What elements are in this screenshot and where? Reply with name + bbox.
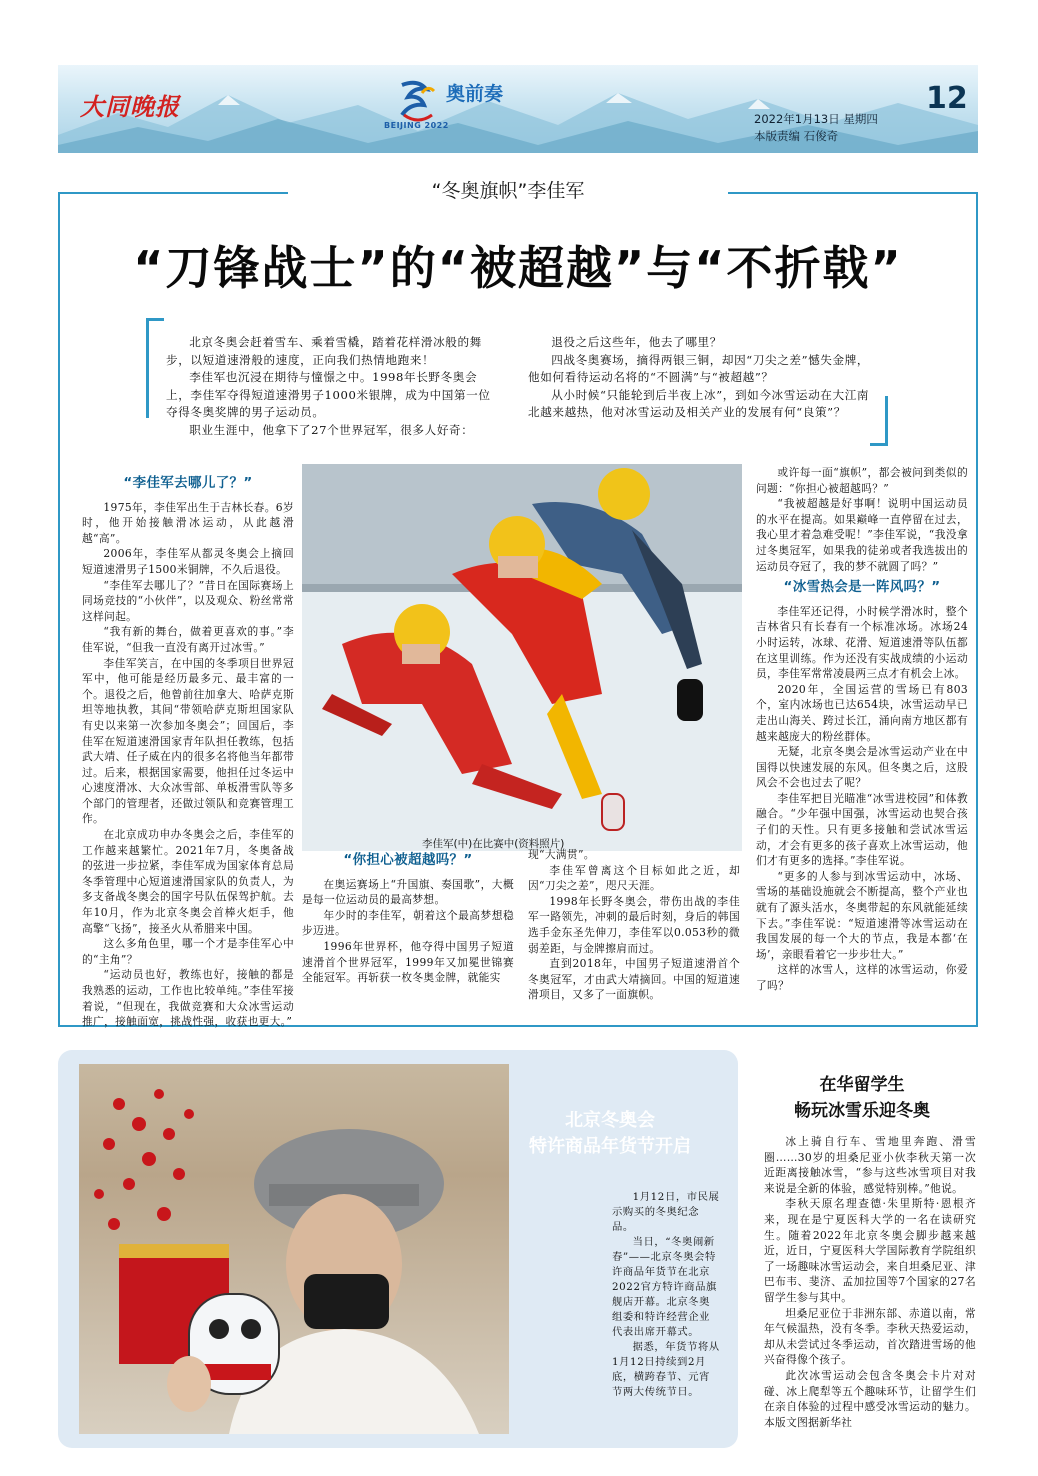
article-column-2 <box>302 847 514 986</box>
body-paragraph: 直到2018年，中国男子短道速滑首个冬奥冠军，才由武大靖摘回。中国的短道速滑项目，又多了一面旗帜。 <box>528 957 740 1002</box>
body-paragraph: 在北京成功申办冬奥会之后，李佳军的工作越来越繁忙。2021年7月，冬奥备战的弦进一步拉紧，李佳军成为国家体育总局冬季管理中心短道速滑国家队的负责人，为多支备战冬奥会的国字号队伍保驾护航。去年10月，作为北京冬奥会首棒火炬手，他高擎“飞扬”，接圣火从希腊来中国。 <box>82 828 294 935</box>
body-paragraph: 这么多角色里，哪一个才是李佳军心中的“主角”？ <box>82 937 294 966</box>
page-number: 12 <box>926 81 968 116</box>
body-paragraph: 年少时的李佳军，朝着这个最高梦想稳步迈进。 <box>302 908 514 938</box>
lead-bracket-left <box>146 318 164 418</box>
students-story-title <box>756 1072 968 1124</box>
body-paragraph: 现“大满贯”。 <box>528 848 595 861</box>
body-paragraph: 此次冰雪运动会包含冬奥会卡片对对碰、冰上爬犁等五个趣味环节，让留学生们在亲自体验的过程中感受冰雪运动的魅力。 本版文图据新华社 <box>764 1368 976 1429</box>
lead-paragraph: 四战冬奥赛场，摘得两银三铜，却因“刀尖之差”憾失金牌，他如何看待运动名将的“不圆满”与“被超越”？ <box>528 352 870 385</box>
body-paragraph: 无疑，北京冬奥会是冰雪运动产业在中国得以快速发展的东风。但冬奥之后，这股风会不会也过去了呢？ <box>756 745 968 790</box>
article-kicker: “冬奥旗帜”李佳军 <box>431 180 585 202</box>
article-column-4 <box>756 465 968 994</box>
mountain-banner-illustration <box>58 65 978 153</box>
lead-paragraph: 北京冬奥会赶着雪车、乘着雪橇，踏着花样滑冰般的舞步，以短道速滑般的速度，正向我们热情地跑来！ <box>166 335 482 367</box>
body-paragraph: 或许每一面“旗帜”，都会被问到类似的问题：“你担心被超越吗？” <box>756 466 968 495</box>
masthead <box>58 65 978 153</box>
section-subhead: “冰雪热会是一阵风吗？” <box>783 579 941 596</box>
body-paragraph: 1996年世界杯，他夺得中国男子短道速滑首个世界冠军，1999年又加冕世锦赛全能冠军。再斩获一枚冬奥金牌，就能实 <box>302 939 514 985</box>
lead-paragraph: 从小时候“只能轮到后半夜上冰”，到如今冰雪运动在大江南北越来越热，他对冰雪运动及相关产业的发展有何“良策”？ <box>528 387 870 420</box>
body-paragraph: 李佳军还记得，小时候学滑冰时，整个吉林省只有长春有一个标准冰场。冰场24小时运转，冰球、花滑、短道速滑等队伍都在这里训练。作为还没有实战成绩的小运动员，李佳军常常凌晨两三点才有机会上冰。 <box>756 604 968 681</box>
body-paragraph: “更多的人参与到冰雪运动中，冰场、雪场的基础设施就会不断提高，整个产业也就有了源头活水，冬奥带起的东风就能延续下去。”李佳军说：“短道速滑等冰雪运动在我国发展的每一个大的节点，我是本都‘在场’，亲眼看着它一步步壮大。” <box>756 869 968 961</box>
body-paragraph: 这样的冰雪人，这样的冰雪运动，你爱了吗？ <box>756 963 968 992</box>
body-paragraph: 李佳军笑言，在中国的冬季项目世界冠军中，他可能是经历最多元、最丰富的一个。退役之后，他曾前往加拿大、哈萨克斯坦等地执教，其间“带领哈萨克斯坦国家队有史以来第一次参加冬奥会”；回国后，李佳军在短道速滑国家青年队担任教练，包括武大靖、任子威在内的很多名将他当年都带过。后来，根据国家需要，他担任过冬运中心速度滑冰、大众冰雪部、单板滑雪队等多个部门的管理者，还做过领队和竞赛管理工作。 <box>82 656 294 826</box>
body-paragraph: 李佳军曾离这个目标如此之近，却因“刀尖之差”，咫尺天涯。 <box>528 863 740 893</box>
body-paragraph: 冰上骑自行车、雪地里奔跑、滑雪圈……30岁的坦桑尼亚小伙李秋天第一次近距离接触冰雪，“参与这些冰雪项目对我来说是全新的体验，感觉特别棒。”他说。 <box>764 1135 976 1195</box>
body-paragraph: 李秋天原名理查德·朱里斯特·恩根齐来，现在是宁夏医科大学的一名在读研究生。随着2022年北京冬奥会脚步越来越近，近日，宁夏医科大学国际教育学院组织了一场趣味冰雪运动会，来自坦桑尼亚、津巴布韦、斐济、孟加拉国等7个国家的27名留学生参与其中。 <box>764 1197 976 1304</box>
body-paragraph: “运动员也好，教练也好，接触的都是我熟悉的运动，工作也比较单纯。”李佳军接着说，“但现在，我做竞赛和大众冰雪运动推广，接触面宽，挑战性强，收获也更大。” <box>82 968 294 1029</box>
merchandise-title-line1: 北京冬奥会 <box>565 1110 655 1131</box>
body-paragraph: 据悉，年货节将从1月12日持续到2月底，横跨春节、元宵节两大传统节日。 <box>612 1341 720 1398</box>
merchandise-caption <box>612 1190 720 1400</box>
issue-date: 2022年1月13日 星期四 <box>754 112 878 126</box>
body-paragraph: “我有新的舞台，做着更喜欢的事。”李佳军说，“但我一直没有离开过冰雪。” <box>82 625 294 654</box>
speed-skating-photo <box>302 464 742 851</box>
article-column-3 <box>528 847 740 1003</box>
beijing-2022-text: BEIJING 2022 <box>384 121 449 130</box>
body-paragraph: 在奥运赛场上“升国旗、奏国歌”，大概是每一位运动员的最高梦想。 <box>302 877 514 907</box>
merchandise-title <box>500 1108 720 1160</box>
body-paragraph: 1998年长野冬奥会，带伤出战的李佳军一路领先，冲刺的最后时刻，身后的韩国选手金东圣先伸刀，李佳军以0.053秒的微弱差距，与金牌擦肩而过。 <box>528 894 740 955</box>
students-story-body <box>764 1134 976 1430</box>
body-paragraph: “李佳军去哪儿了？”昔日在国际赛场上同场竞技的“小伙伴”，以及观众、粉丝常常这样问起。 <box>82 578 294 623</box>
lead-paragraph: 李佳军也沉浸在期待与憧憬之中。1998年长野冬奥会上，李佳军夺得短道速滑男子1000米银牌，成为中国第一位夺得冬奥奖牌的男子运动员。 <box>166 370 491 420</box>
body-paragraph: 坦桑尼亚位于非洲东部、赤道以南，常年气候温热，没有冬季。李秋天热爱运动，却从未尝试过冬季运动，首次踏进雪场的他兴奋得像个孩子。 <box>764 1306 976 1367</box>
body-paragraph: “我被超越是好事啊！说明中国运动员的水平在提高。如果巅峰一直停留在过去，我心里才着急难受呢！”李佳军说，“我没拿过冬奥冠军，如果我的徒弟或者我选拔出的运动员夺冠了，我的梦不就圆了吗？” <box>756 497 968 573</box>
kicker-box <box>288 174 728 208</box>
article-headline: “刀锋战士”的“被超越”与“不折戟” <box>133 241 903 295</box>
photo-caption: 李佳军(中)在比赛中(资料照片) <box>422 838 565 850</box>
body-paragraph: 1月12日，市民展示购买的冬奥纪念品。 <box>612 1191 720 1233</box>
lead-paragraph: 退役之后这些年，他去了哪里？ <box>551 335 722 349</box>
students-title-line2: 畅玩冰雪乐迎冬奥 <box>794 1101 930 1121</box>
section-subhead: “李佳军去哪儿了？” <box>123 475 253 491</box>
paper-logo: 大同晚报 <box>80 92 180 121</box>
body-paragraph: 李佳军把目光瞄准“冰雪进校园”和体教融合。“少年强中国强，冰雪运动也契合孩子们的天性。只有更多接触和尝试冰雪运动，才会有更多的孩子喜欢上冰雪运动，他们才有更多的选择。”李佳军说。 <box>756 791 968 868</box>
article-column-1 <box>82 470 294 1030</box>
section-subhead: “你担心被超越吗？” <box>343 852 473 868</box>
body-paragraph: 当日，“冬奥闹新春”——北京冬奥会特许商品年货节在北京2022官方特许商品旗舰店开幕。北京冬奥组委和特许经营企业代表出席开幕式。 <box>612 1236 717 1338</box>
page-editor: 本版责编 石俊奇 <box>754 129 839 143</box>
lead-right <box>528 334 878 422</box>
mascot-merchandise-photo <box>79 1064 509 1434</box>
body-paragraph: 2020年，全国运营的雪场已有803个，室内冰场也已达654块，冰雪运动早已走出山海关、跨过长江，涌向南方地区都有越来越庞大的粉丝群体。 <box>756 682 968 743</box>
merchandise-title-line2: 特许商品年货节开启 <box>529 1136 691 1157</box>
students-title-line1: 在华留学生 <box>819 1075 905 1095</box>
section-name: 奥前奏 <box>446 83 504 105</box>
lead-left <box>166 334 500 440</box>
body-paragraph: 2006年，李佳军从都灵冬奥会上摘回短道速滑男子1500米铜牌，不久后退役。 <box>82 547 294 576</box>
body-paragraph: 1975年，李佳军出生于吉林长春。6岁时，他开始接触滑冰运动，从此越滑越“高”。 <box>82 500 294 545</box>
lead-paragraph: 职业生涯中，他拿下了27个世界冠军，很多人好奇： <box>189 422 474 437</box>
